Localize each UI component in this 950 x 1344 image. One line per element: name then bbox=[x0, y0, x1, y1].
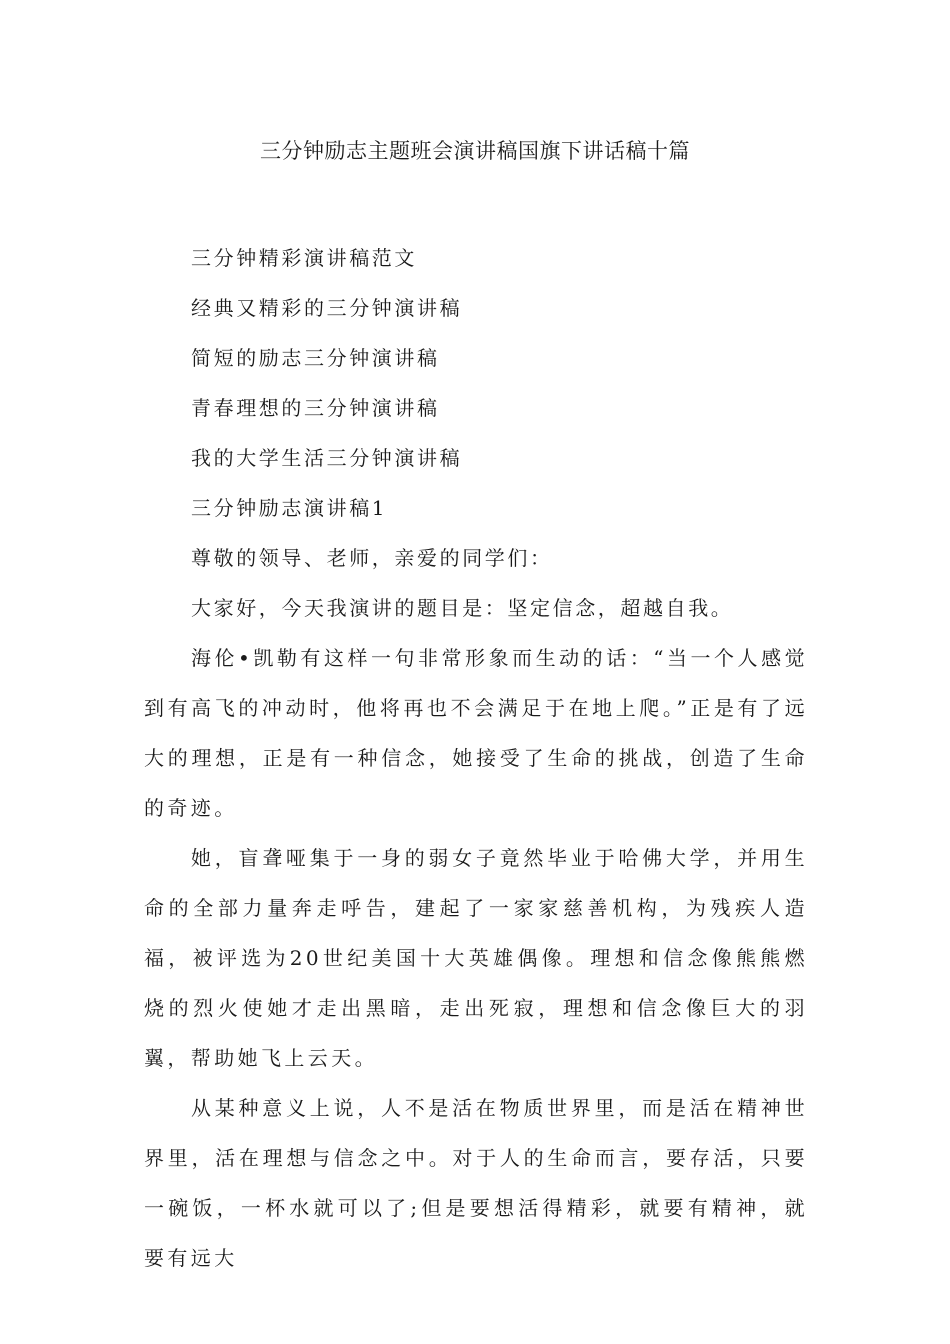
opening-line: 大家好，今天我演讲的题目是：坚定信念，超越自我。 bbox=[191, 596, 734, 620]
document-body bbox=[144, 233, 808, 1283]
toc-line: 三分钟精彩演讲稿范文 bbox=[191, 246, 417, 270]
toc-line: 我的大学生活三分钟演讲稿 bbox=[191, 446, 463, 470]
body-paragraph: 海伦•凯勒有这样一句非常形象而生动的话：“当一个人感觉到有高飞的冲动时，他将再也不会满足于在地上爬。”正是有了远大的理想，正是有一种信念，她接受了生命的挑战，创造了生命的奇迹。 bbox=[144, 646, 808, 820]
toc-line: 青春理想的三分钟演讲稿 bbox=[191, 396, 440, 420]
toc-line: 经典又精彩的三分钟演讲稿 bbox=[191, 296, 463, 320]
document-title: 三分钟励志主题班会演讲稿国旗下讲话稿十篇 bbox=[260, 139, 690, 163]
body-paragraph: 从某种意义上说，人不是活在物质世界里，而是活在精神世界里，活在理想与信念之中。对于人的生命而言，要存活，只要一碗饭，一杯水就可以了;但是要想活得精彩，就要有精神，就要有远大 bbox=[144, 1096, 808, 1270]
body-paragraph: 她，盲聋哑集于一身的弱女子竟然毕业于哈佛大学，并用生命的全部力量奔走呼告，建起了一家家慈善机构，为残疾人造福，被评选为20世纪美国十大英雄偶像。理想和信念像熊熊燃烧的烈火使她才走出黑暗，走出死寂，理想和信念像巨大的羽翼，帮助她飞上云天。 bbox=[144, 846, 808, 1070]
toc-line: 简短的励志三分钟演讲稿 bbox=[191, 346, 440, 370]
section-heading: 三分钟励志演讲稿1 bbox=[191, 496, 388, 520]
salutation: 尊敬的领导、老师，亲爱的同学们： bbox=[191, 546, 553, 570]
